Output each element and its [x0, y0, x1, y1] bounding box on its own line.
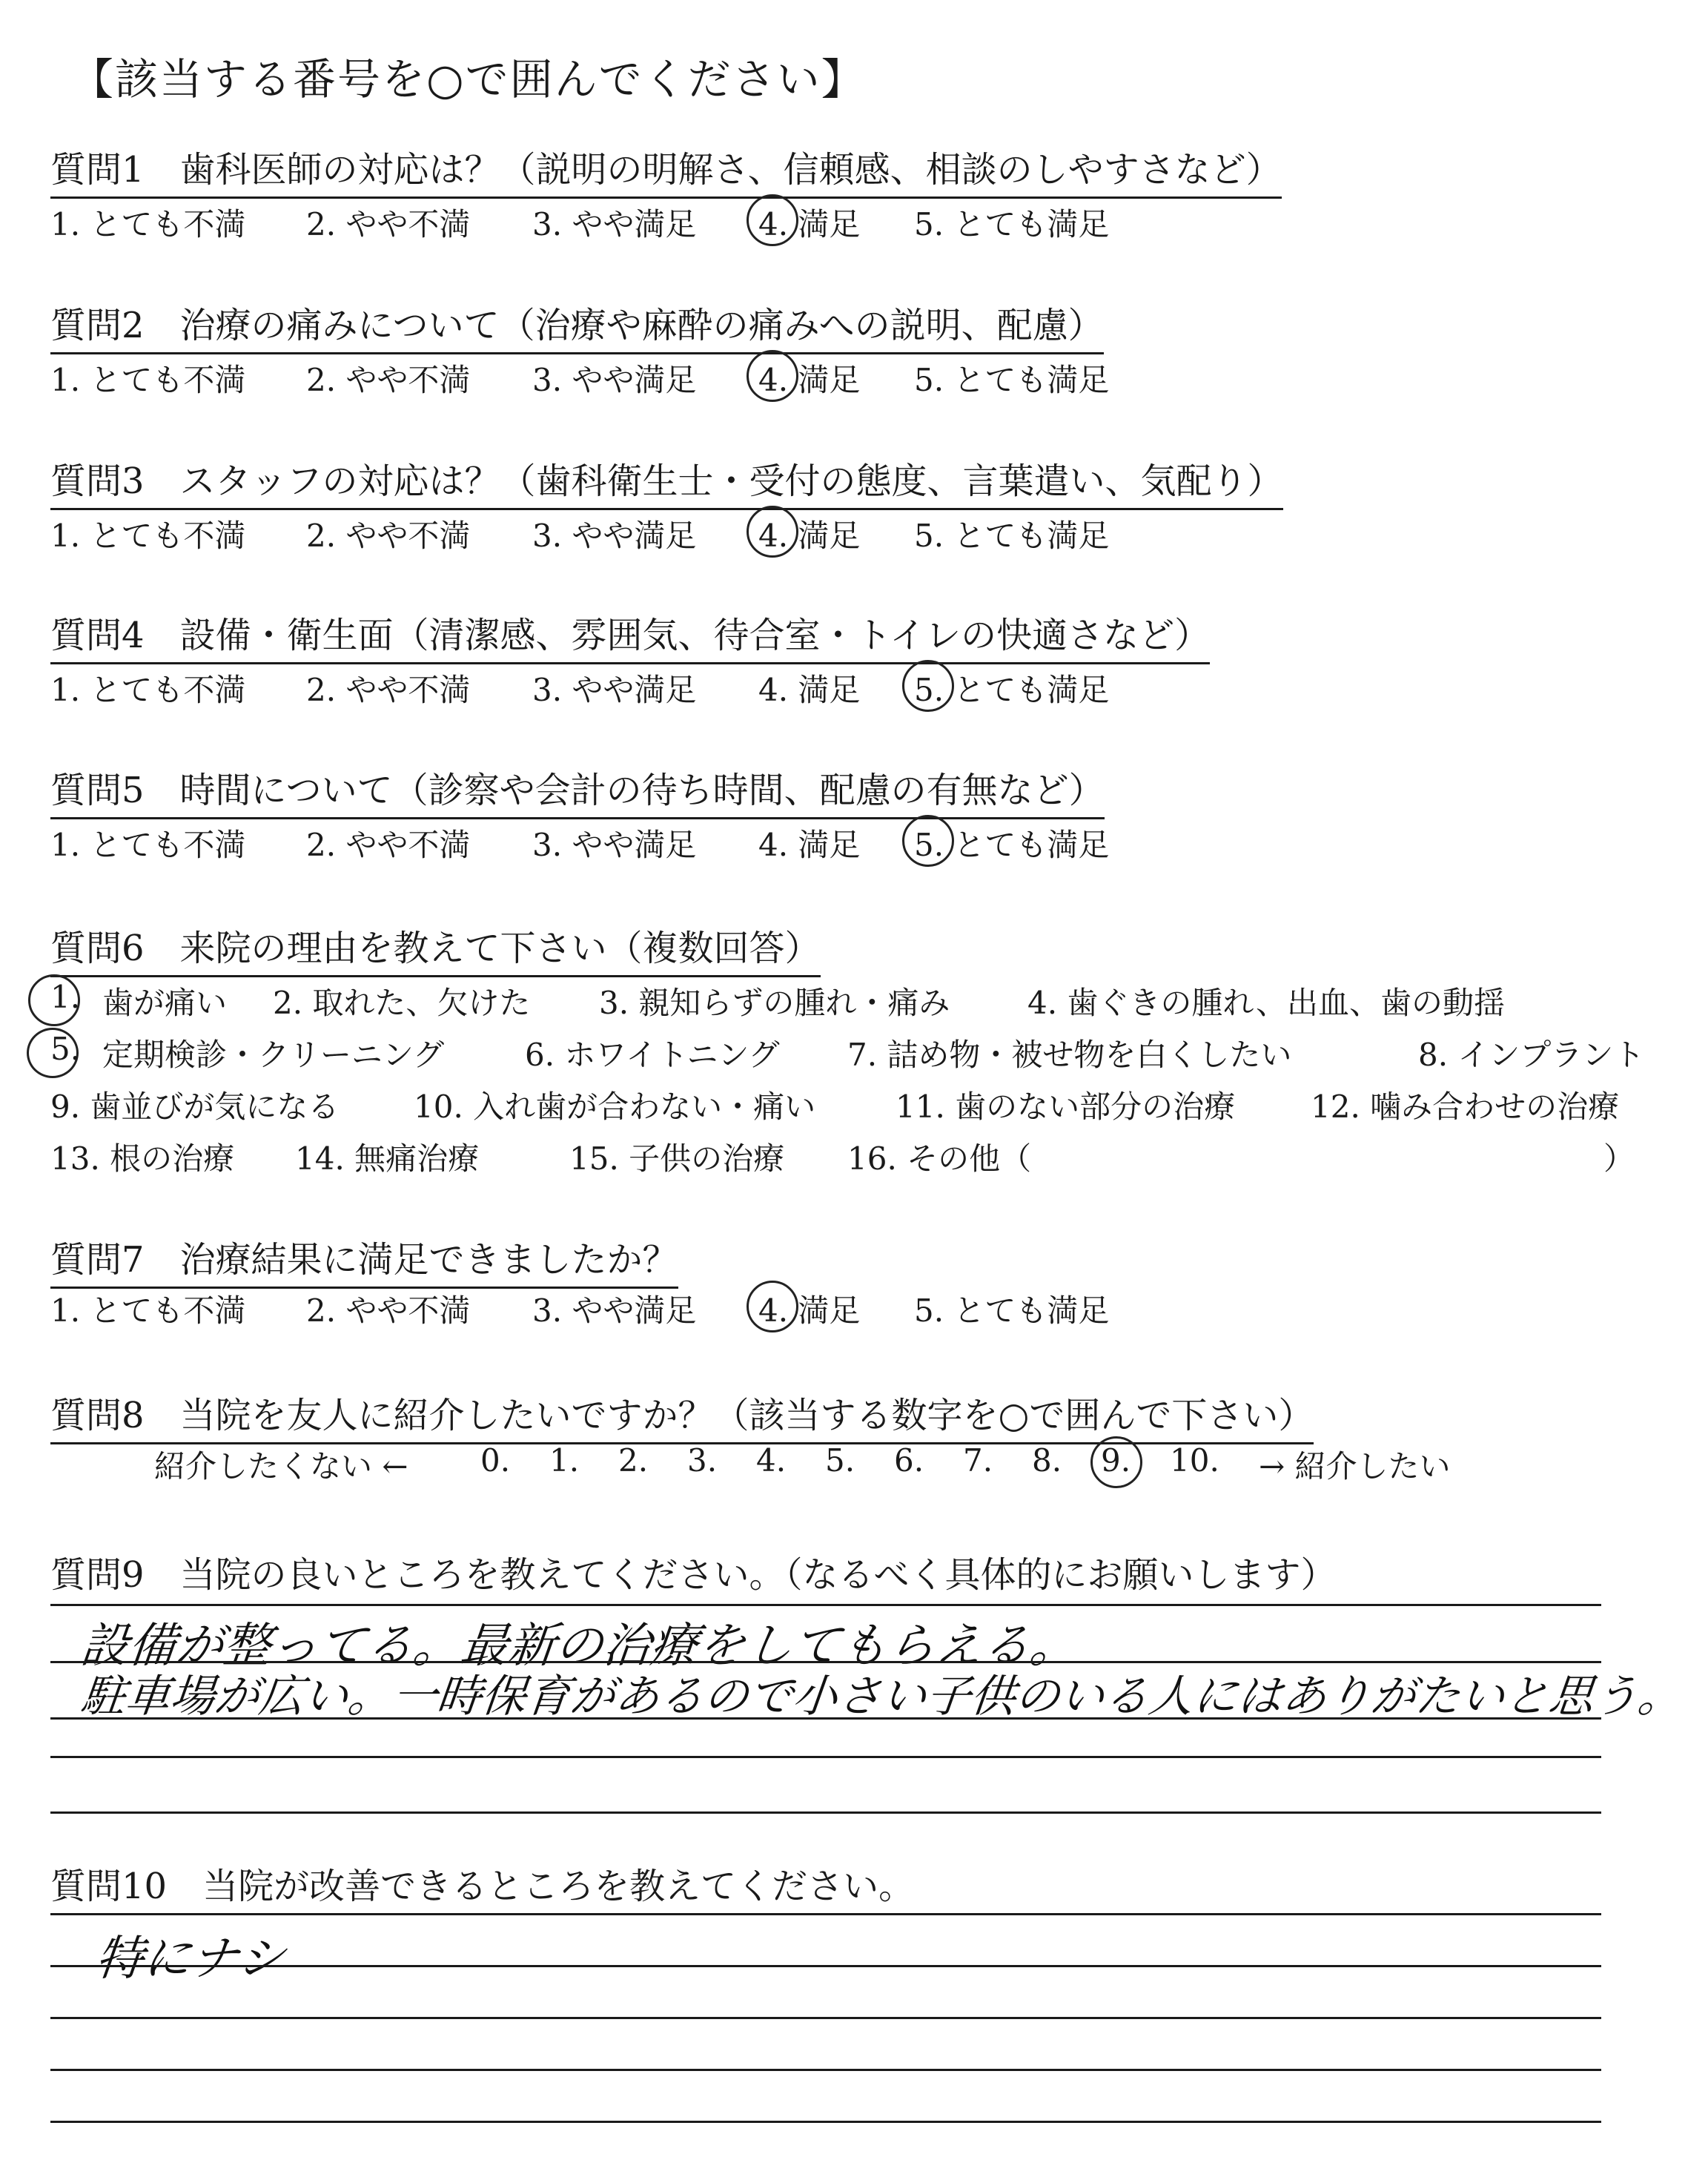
q3-option-5[interactable]: 5. とても満足 [914, 518, 1110, 554]
q4-scale [50, 666, 1607, 710]
answer-line [50, 2121, 1601, 2123]
answer-line [50, 2069, 1601, 2071]
selection-circle [747, 350, 798, 402]
answer-line [50, 1913, 1601, 1915]
q8-number-8[interactable]: 8. [1032, 1442, 1062, 1479]
q6-option-1-number[interactable]: 1. [50, 979, 81, 1015]
q6-option-4[interactable]: 4. 歯ぐきの腫れ、出血、歯の動揺 [1027, 985, 1505, 1021]
answer-line [50, 1604, 1601, 1606]
q7-option-2[interactable]: 2. やや不満 [306, 1292, 471, 1329]
q7-option-5[interactable]: 5. とても満足 [914, 1292, 1110, 1329]
q8-number-2[interactable]: 2. [618, 1442, 649, 1479]
q6-option-6[interactable]: 6. ホワイトニング [525, 1037, 780, 1073]
q2-option-4[interactable]: 4. 満足 [758, 362, 861, 398]
q2-option-1[interactable]: 1. とても不満 [50, 362, 246, 398]
q3-option-3[interactable]: 3. やや満足 [532, 518, 697, 554]
q2-option-5[interactable]: 5. とても満足 [914, 362, 1110, 398]
q3-option-2[interactable]: 2. やや不満 [306, 518, 471, 554]
selection-circle [902, 815, 954, 867]
q8-label: 質問8 当院を友人に紹介したいですか？（該当する数字を○で囲んで下さい） [50, 1387, 1314, 1444]
q2-label: 質問2 治療の痛みについて（治療や麻酔の痛みへの説明、配慮） [50, 297, 1104, 354]
q6-option-13[interactable]: 13. 根の治療 [50, 1140, 235, 1177]
q6-label: 質問6 来院の理由を教えて下さい（複数回答） [50, 919, 821, 977]
q8-number-9[interactable]: 9. [1101, 1442, 1131, 1479]
q6-option-16-close: ） [1603, 1140, 1635, 1177]
q8-number-7[interactable]: 7. [963, 1442, 993, 1479]
q3-scale [50, 512, 1607, 556]
q7-scale [50, 1287, 1607, 1331]
q6-option-15[interactable]: 15. 子供の治療 [569, 1140, 785, 1177]
q6-option-5-number[interactable]: 5. [50, 1031, 81, 1067]
q3-option-4[interactable]: 4. 満足 [758, 518, 861, 554]
q7-label: 質問7 治療結果に満足できましたか？ [50, 1231, 678, 1289]
q8-number-3[interactable]: 3. [687, 1442, 718, 1479]
q6-option-16[interactable]: 16. その他（ [847, 1140, 1032, 1177]
q9-answer-line-2[interactable]: 駐車場が広い。一時保育があるので小さい子供のいる人にはありがたいと思う。 [78, 1671, 1686, 1723]
q8-number-5[interactable]: 5. [825, 1442, 855, 1479]
q1-option-1[interactable]: 1. とても不満 [50, 206, 246, 242]
q4-option-1[interactable]: 1. とても不満 [50, 672, 246, 708]
q4-option-2[interactable]: 2. やや不満 [306, 672, 471, 708]
q6-option-2[interactable]: 2. 取れた、欠けた [273, 985, 531, 1021]
q5-option-3[interactable]: 3. やや満足 [532, 827, 697, 863]
q2-scale [50, 356, 1607, 400]
q6-option-8[interactable]: 8. インプラント [1418, 1037, 1645, 1073]
q7-option-1[interactable]: 1. とても不満 [50, 1292, 246, 1329]
q1-option-2[interactable]: 2. やや不満 [306, 206, 471, 242]
q5-option-2[interactable]: 2. やや不満 [306, 827, 471, 863]
q6-option-12[interactable]: 12. 噛み合わせの治療 [1311, 1089, 1620, 1125]
q8-right-label: → 紹介したい [1259, 1448, 1451, 1484]
selection-circle [747, 1281, 798, 1332]
q4-option-3[interactable]: 3. やや満足 [532, 672, 697, 708]
q8-number-0[interactable]: 0. [480, 1442, 511, 1479]
q6-option-3[interactable]: 3. 親知らずの腫れ・痛み [599, 985, 950, 1021]
answer-line [50, 1811, 1601, 1814]
q1-label: 質問1 歯科医師の対応は？（説明の明解さ、信頼感、相談のしやすさなど） [50, 141, 1282, 199]
form-title: 【該当する番号を○で囲んでください】 [70, 54, 866, 105]
q6-option-1-text: 歯が痛い [102, 985, 228, 1021]
q3-option-1[interactable]: 1. とても不満 [50, 518, 246, 554]
q8-scale [50, 1442, 1607, 1487]
q5-option-5[interactable]: 5. とても満足 [914, 827, 1110, 863]
q1-scale [50, 200, 1607, 245]
selection-circle [1090, 1436, 1142, 1488]
q9-label: 質問9 当院の良いところを教えてください。（なるべく具体的にお願いします） [50, 1554, 1337, 1596]
answer-line [50, 2017, 1601, 2019]
q4-option-4[interactable]: 4. 満足 [758, 672, 861, 708]
q6-option-7[interactable]: 7. 詰め物・被せ物を白くしたい [847, 1037, 1292, 1073]
q1-option-5[interactable]: 5. とても満足 [914, 206, 1110, 242]
q1-option-3[interactable]: 3. やや満足 [532, 206, 697, 242]
q4-label: 質問4 設備・衛生面（清潔感、雰囲気、待合室・トイレの快適さなど） [50, 607, 1210, 664]
q3-label: 質問3 スタッフの対応は？（歯科衛生士・受付の態度、言葉遣い、気配り） [50, 452, 1283, 510]
q8-number-6[interactable]: 6. [894, 1442, 924, 1479]
q8-number-10[interactable]: 10. [1170, 1442, 1219, 1479]
q6-option-9[interactable]: 9. 歯並びが気になる [50, 1089, 340, 1125]
q6-option-10[interactable]: 10. 入れ歯が合わない・痛い [414, 1089, 816, 1125]
q10-label: 質問10 当院が改善できるところを教えてください。 [50, 1866, 915, 1907]
q1-option-4[interactable]: 4. 満足 [758, 206, 861, 242]
q5-scale [50, 821, 1607, 865]
q2-option-2[interactable]: 2. やや不満 [306, 362, 471, 398]
selection-circle [747, 194, 798, 246]
q8-number-4[interactable]: 4. [756, 1442, 787, 1479]
q5-option-4[interactable]: 4. 満足 [758, 827, 861, 863]
q6-option-11[interactable]: 11. 歯のない部分の治療 [896, 1089, 1236, 1125]
q8-number-1[interactable]: 1. [549, 1442, 580, 1479]
q4-option-5[interactable]: 5. とても満足 [914, 672, 1110, 708]
q6-option-14[interactable]: 14. 無痛治療 [295, 1140, 480, 1177]
q2-option-3[interactable]: 3. やや満足 [532, 362, 697, 398]
q9-answer-line-1[interactable]: 設備が整ってる。最新の治療をしてもらえる。 [78, 1619, 1081, 1674]
selection-circle [902, 660, 954, 712]
answer-line [50, 1717, 1601, 1720]
answer-line [50, 1965, 1601, 1967]
q8-left-label: 紹介したくない ← [154, 1448, 408, 1484]
q6-option-5-text: 定期検診・クリーニング [102, 1037, 445, 1073]
q5-label: 質問5 時間について（診察や会計の待ち時間、配慮の有無など） [50, 762, 1105, 819]
answer-line [50, 1756, 1601, 1758]
selection-circle [747, 506, 798, 558]
q7-option-3[interactable]: 3. やや満足 [532, 1292, 697, 1329]
q10-answer-line-1[interactable]: 特にナシ [93, 1932, 288, 1986]
q7-option-4[interactable]: 4. 満足 [758, 1292, 861, 1329]
q5-option-1[interactable]: 1. とても不満 [50, 827, 246, 863]
